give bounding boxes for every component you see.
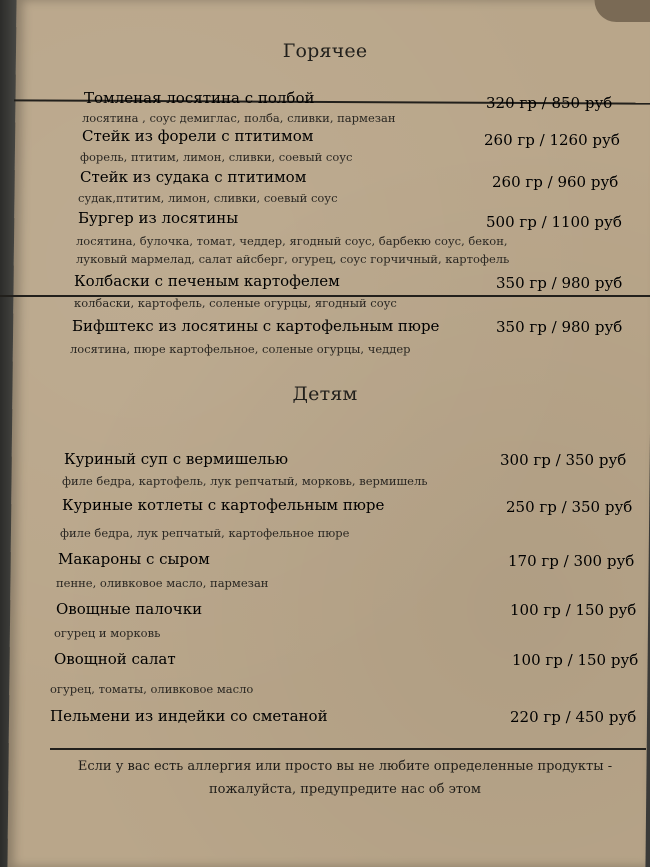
dish-name: Пельмени из индейки со сметаной (50, 707, 328, 725)
dish-description: лосятина, пюре картофельное, соленые огурцы, чеддер (70, 342, 411, 356)
dish-price: 100 гр / 150 руб (512, 651, 639, 669)
dish-name: Куриные котлеты с картофельным пюре (62, 496, 385, 514)
dish-price: 500 гр / 1100 руб (486, 213, 622, 231)
dish-name: Бургер из лосятины (78, 209, 239, 227)
dish-name: Куриный суп с вермишелью (64, 450, 289, 468)
dish-description: пенне, оливковое масло, пармезан (56, 576, 269, 590)
dish-description: лосятина, булочка, томат, чеддер, ягодный соус, барбекю соус, бекон, (76, 234, 508, 248)
dish-description: судак,птитим, лимон, сливки, соевый соус (78, 191, 338, 205)
dish-price: 220 гр / 450 руб (510, 708, 637, 726)
dish-description: филе бедра, картофель, лук репчатый, морковь, вермишель (62, 474, 428, 488)
dish-name: Бифштекс из лосятины с картофельным пюре (72, 317, 440, 335)
dish-price: 250 гр / 350 руб (506, 498, 633, 516)
allergy-notice-line2: пожалуйста, предупредите нас об этом (209, 782, 481, 797)
dish-description: форель, птитим, лимон, сливки, соевый соус (80, 150, 353, 164)
dish-name: Овощные палочки (56, 600, 203, 618)
dish-name: Макароны с сыром (58, 550, 210, 568)
dish-name: Колбаски с печеным картофелем (74, 272, 340, 290)
page-corner-shadow (594, 0, 650, 22)
allergy-notice-line1: Если у вас есть аллергия или просто вы не любите определенные продукты - (77, 759, 613, 774)
dish-price: 260 гр / 1260 руб (484, 131, 620, 149)
dish-price: 100 гр / 150 руб (510, 601, 637, 619)
dish-description: огурец и морковь (54, 626, 161, 640)
dish-name: Стейк из судака с птитимом (80, 168, 307, 186)
dish-description: лосятина , соус демиглас, полба, сливки, пармезан (82, 111, 396, 125)
fold-line-middle (0, 295, 650, 297)
dish-name: Стейк из форели с птитимом (82, 127, 314, 145)
dish-name: Томленая лосятина с полбой (84, 89, 315, 107)
dish-price: 350 гр / 980 руб (496, 274, 623, 292)
dish-price: 170 гр / 300 руб (508, 552, 635, 570)
section-title-kids: Детям (292, 383, 358, 405)
allergy-notice (40, 755, 650, 801)
dish-price: 350 гр / 980 руб (496, 318, 623, 336)
dish-description: филе бедра, лук репчатый, картофельное пюре (60, 526, 350, 540)
dish-description: колбаски, картофель, соленые огурцы, ягодный соус (74, 296, 397, 310)
section-title-hot: Горячее (282, 40, 368, 62)
dish-price: 320 гр / 850 руб (486, 94, 613, 112)
dish-description: огурец, томаты, оливковое масло (50, 682, 254, 696)
dish-price: 260 гр / 960 руб (492, 173, 619, 191)
dish-name: Овощной салат (54, 650, 176, 668)
footer-divider (50, 748, 646, 750)
dish-price: 300 гр / 350 руб (500, 451, 627, 469)
dish-description-line2: луковый мармелад, салат айсберг, огурец, соус горчичный, картофель (76, 252, 510, 266)
